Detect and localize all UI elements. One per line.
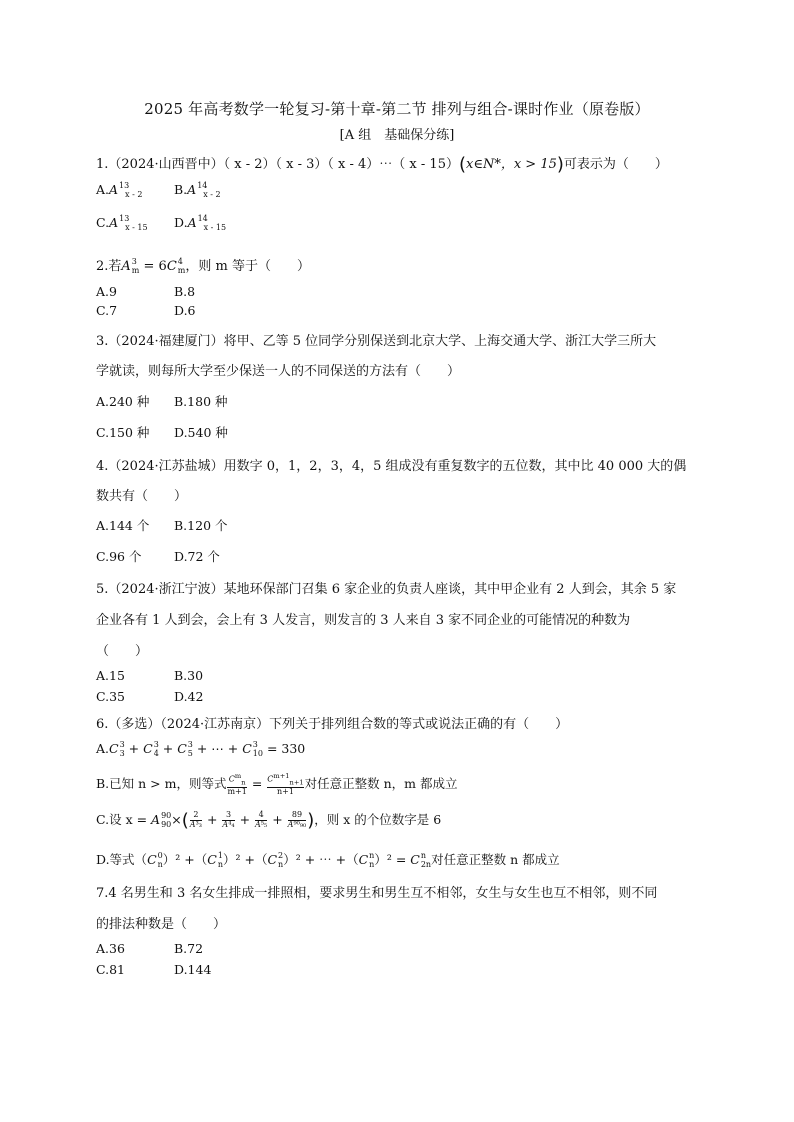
question-6-option-c: C.设 x = A 90 90 ×( $\frac{2}{\text{A³₃}}$ + $\frac{3}{\text{A⁴₄}}$ + $\frac{4}{\text{A⁵₅}}$ + $\frac{89}{\text{A⁹⁰₉₀}}$ )，则 x 的个位数字是 6 bbox=[96, 810, 442, 831]
question-3-option-b: B.180 种 bbox=[174, 394, 228, 409]
question-7-line-1: 7.4 名男生和 3 名女生排成一排照相，要求男生和男生互不相邻，女生与女生也互不相邻，则不同 bbox=[96, 886, 658, 901]
question-5-line-1: 5.（2024·浙江宁波）某地环保部门召集 6 家企业的负责人座谈，其中甲企业有 2 人到会，其余 5 家 bbox=[96, 582, 677, 597]
question-5-line-3: （ ） bbox=[96, 644, 149, 659]
question-2-option-d: D.6 bbox=[174, 303, 196, 318]
question-7-option-c: C.81 bbox=[96, 962, 125, 977]
question-2-text: 2.若 bbox=[96, 259, 122, 274]
option-b-pre: B.已知 n > m，则等式 bbox=[96, 776, 227, 792]
question-6-stem: 6.（多选）（2024·江苏南京）下列关于排列组合数的等式或说法正确的有（ ） bbox=[96, 717, 569, 732]
question-1-tail: 可表示为（ ） bbox=[563, 157, 668, 172]
question-4-line-2: 数共有（ ） bbox=[96, 489, 188, 504]
option-label: C. bbox=[96, 215, 110, 230]
question-7-option-b: B.72 bbox=[174, 941, 204, 956]
option-sup: 14 bbox=[197, 181, 208, 191]
question-7-line-2: 的排法种数是（ ） bbox=[96, 917, 227, 932]
question-5-option-d: D.42 bbox=[174, 689, 204, 704]
question-7-option-a: A.36 bbox=[96, 941, 125, 956]
question-4-line-1: 4.（2024·江苏盐城）用数字 0，1，2，3，4，5 组成没有重复数字的五位数，其中比 40 000 大的偶 bbox=[96, 459, 687, 474]
question-2-option-b: B.8 bbox=[174, 284, 196, 299]
question-1-stem: 1.（2024·山西晋中）（ x - 2）（ x - 3）（ x - 4）⋯（ x - 15）(x∈N*，x > 15)可表示为（ ） bbox=[96, 154, 668, 175]
question-4-option-c: C.96 个 bbox=[96, 549, 142, 564]
option-sub: x - 15 bbox=[203, 222, 227, 232]
question-7-option-d: D.144 bbox=[174, 962, 212, 977]
question-3-option-a: A.240 种 bbox=[96, 394, 150, 409]
group-heading: [A 组 基础保分练] bbox=[339, 128, 455, 143]
question-4-option-a: A.144 个 bbox=[96, 518, 150, 533]
option-c-pre: C.设 x = bbox=[96, 812, 148, 827]
question-5-option-c: C.35 bbox=[96, 689, 125, 704]
question-3-line-2: 学就读，则每所大学至少保送一人的不同保送的方法有（ ） bbox=[96, 364, 461, 379]
question-6-option-a: A.C 3 3 + C 3 4 + C 3 5 + ⋯ + C 3 10 = 330 bbox=[96, 740, 306, 758]
option-c-tail: ，则 x 的个位数字是 6 bbox=[314, 812, 442, 827]
question-1-option-d: D.A 14 x - 15 bbox=[174, 214, 227, 232]
option-a-tail: = 330 bbox=[262, 741, 306, 756]
option-d-tail: 对任意正整数 n 都成立 bbox=[431, 852, 560, 867]
question-2-option-a: A.9 bbox=[96, 284, 117, 299]
question-3-option-c: C.150 种 bbox=[96, 425, 150, 440]
option-label: D. bbox=[174, 215, 188, 230]
question-1-option-b: B.A 14 x - 2 bbox=[174, 181, 221, 199]
question-3-option-d: D.540 种 bbox=[174, 425, 228, 440]
question-3-line-1: 3.（2024·福建厦门）将甲、乙等 5 位同学分别保送到北京大学、上海交通大学、浙江大学三所大 bbox=[96, 334, 657, 349]
question-6-option-d: D.等式（C 0 n ）² +（C 1 n ）² +（C 2 n ）² + ⋯ +（C n n ）² = C n 2n 对任意正整数 n 都成立 bbox=[96, 851, 560, 869]
question-2-tail: ，则 m 等于（ ） bbox=[185, 259, 310, 274]
option-sub: x - 2 bbox=[203, 189, 221, 199]
option-sup: 13 bbox=[119, 181, 130, 191]
question-1-condition: x∈N*，x > 15 bbox=[466, 157, 557, 172]
question-2-option-c: C.7 bbox=[96, 303, 118, 318]
option-label: B. bbox=[174, 182, 188, 197]
option-sup: 14 bbox=[197, 214, 208, 224]
question-5-option-b: B.30 bbox=[174, 668, 204, 683]
option-sub: x - 15 bbox=[125, 222, 148, 232]
option-sub: x - 2 bbox=[125, 189, 143, 199]
question-4-option-d: D.72 个 bbox=[174, 549, 220, 564]
question-1-option-a: A.A 13 x - 2 bbox=[96, 181, 143, 199]
question-6-option-b: B.已知 n > m，则等式 $\frac{C^m_n}{m+1}$ = $\frac{C^{m+1}_{n+1}}{n+1}$ 对任意正整数 n，m 都成立 bbox=[96, 772, 458, 796]
question-2-stem: 2.若A 3 m = 6C 4 m ，则 m 等于（ ） bbox=[96, 257, 310, 275]
option-sup: 13 bbox=[119, 214, 130, 224]
option-b-tail: 对任意正整数 n，m 都成立 bbox=[304, 776, 458, 792]
question-5-option-a: A.15 bbox=[96, 668, 125, 683]
page-title: 2025 年高考数学一轮复习-第十章-第二节 排列与组合-课时作业（原卷版） bbox=[144, 100, 650, 118]
option-label: A. bbox=[96, 182, 110, 197]
question-5-line-2: 企业各有 1 人到会，会上有 3 人发言，则发言的 3 人来自 3 家不同企业的可能情况的种数为 bbox=[96, 613, 631, 628]
question-1-text: 1.（2024·山西晋中）（ x - 2）（ x - 3）（ x - 4）⋯（ x - 15） bbox=[96, 157, 459, 172]
question-4-option-b: B.120 个 bbox=[174, 518, 228, 533]
question-1-option-c: C.A 13 x - 15 bbox=[96, 214, 148, 232]
